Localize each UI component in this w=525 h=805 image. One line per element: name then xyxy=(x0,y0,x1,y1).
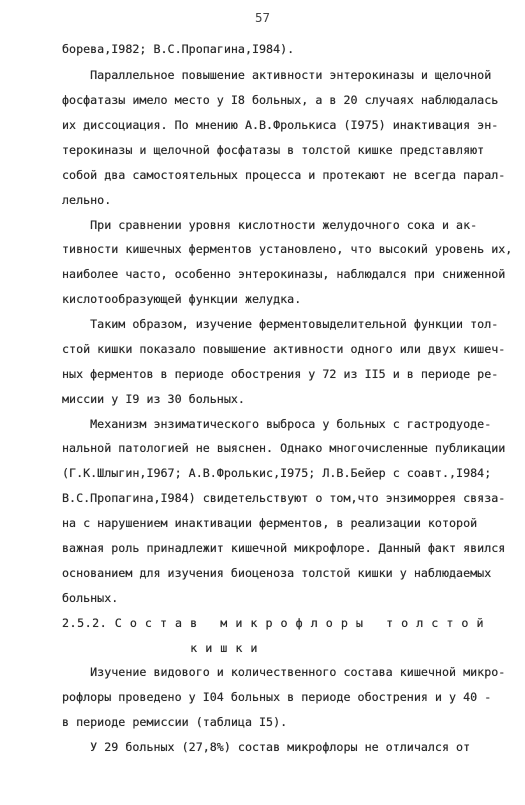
text-line: кислотообразующей функции желудка. xyxy=(62,292,302,306)
text-line: Таким образом, изучение ферментовыделительной функции тол- xyxy=(62,317,499,331)
text-line: нальной патологией не выяснен. Однако многочисленные публикации xyxy=(62,441,506,455)
text-line: При сравнении уровня кислотности желудочного сока и ак- xyxy=(62,218,478,232)
text-line: основанием для изучения биоценоза толстой кишки у наблюдаемых xyxy=(62,566,492,580)
text-line: В.С.Пропагина,I984) свидетельствуют о том,что энзиморрея связа- xyxy=(62,491,506,505)
section-heading-continuation: к и ш к и xyxy=(62,641,258,655)
text-line: тивности кишечных ферментов установлено, что высокий уровень их, xyxy=(62,242,513,256)
text-line: собой два самостоятельных процесса и протекают не всегда парал- xyxy=(62,168,506,182)
text-line: в периоде ремиссии (таблица I5). xyxy=(62,715,288,729)
text-line: стой кишки показало повышение активности одного или двух кишеч- xyxy=(62,342,506,356)
text-line: миссии у I9 из 30 больных. xyxy=(62,392,245,406)
page-number: 57 xyxy=(254,10,271,25)
text-line: борева,I982; В.С.Пропагина,I984). xyxy=(62,42,295,56)
text-line: фосфатазы имело место у I8 больных, а в 20 случаях наблюдалась xyxy=(62,93,499,107)
text-line: Параллельное повышение активности энтерокиназы и щелочной xyxy=(62,68,492,82)
text-line: Изучение видового и количественного состава кишечной микро- xyxy=(62,665,506,679)
text-line: на с нарушением инактивации ферментов, в реализации которой xyxy=(62,516,478,530)
text-line: лельно. xyxy=(62,193,112,207)
text-line: У 29 больных (27,8%) состав микрофлоры не отличался от xyxy=(62,740,471,754)
text-line: больных. xyxy=(62,591,119,605)
text-line: важная роль принадлежит кишечной микрофлоре. Данный факт явился xyxy=(62,541,506,555)
text-line: Механизм энзиматического выброса у больных с гастродуоде- xyxy=(62,417,492,431)
text-line: ных ферментов в периоде обострения у 72 из II5 и в периоде ре- xyxy=(62,367,499,381)
text-line: терокиназы и щелочной фосфатазы в толстой кишке представляют xyxy=(62,143,485,157)
section-heading: 2.5.2. С о с т а в м и к р о ф л о р ы т о л с т о й xyxy=(62,616,485,630)
text-line: наиболее часто, особенно энтерокиназы, наблюдался при сниженной xyxy=(62,267,506,281)
text-line: их диссоциация. По мнению А.В.Фролькиса (I975) инактивация эн- xyxy=(62,118,499,132)
text-line: рофлоры проведено у I04 больных в периоде обострения и у 40 - xyxy=(62,690,492,704)
text-line: (Г.К.Шлыгин,I967; А.В.Фролькис,I975; Л.В.Бейер с соавт.,I984; xyxy=(62,466,492,480)
